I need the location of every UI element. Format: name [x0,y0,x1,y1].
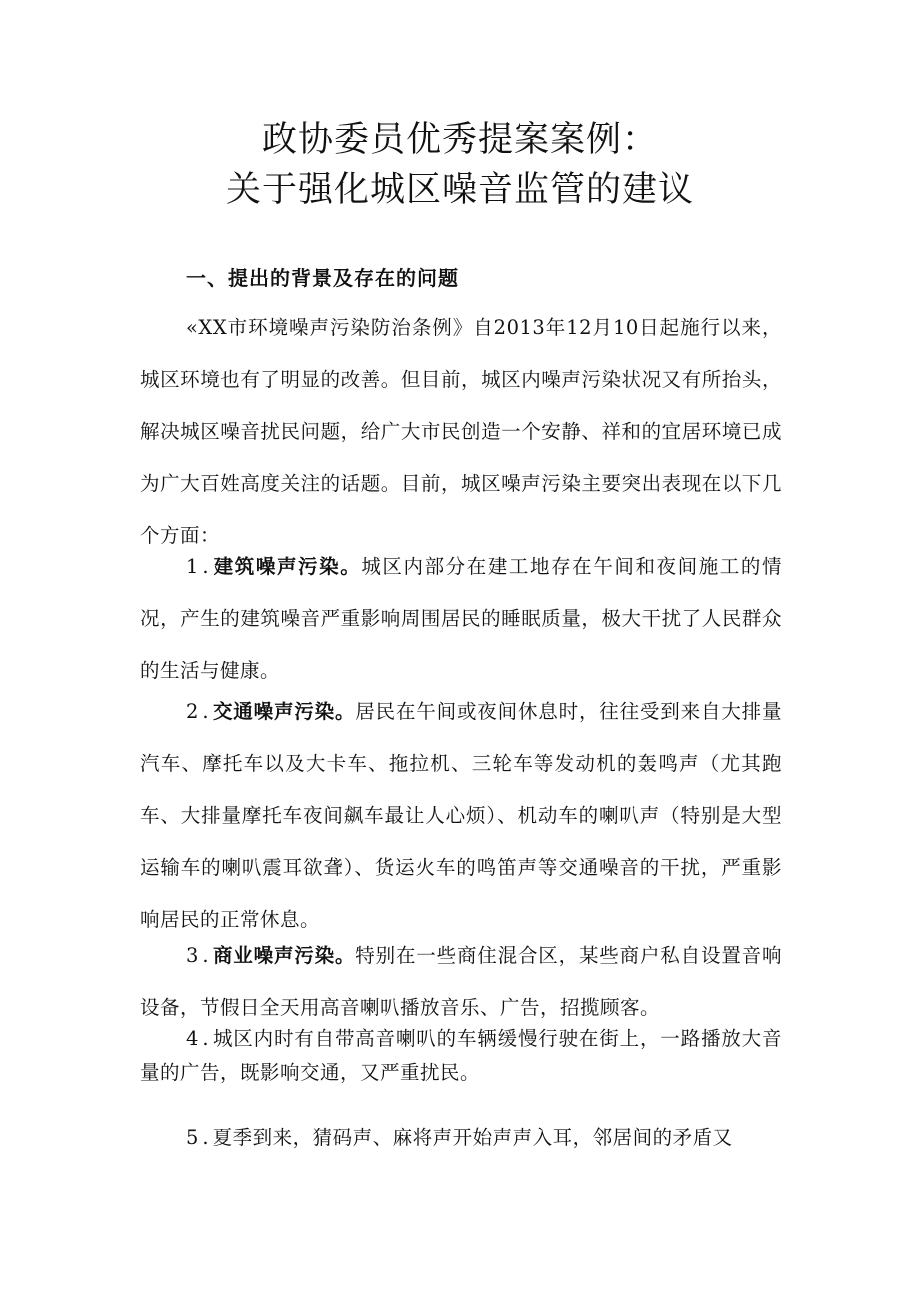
section-heading: 一、提出的背景及存在的问题 [186,266,459,290]
list-item-heading: 建筑噪声污染。 [212,555,362,578]
list-item-heading: 商业噪声污染。 [212,944,356,967]
list-item-text: 特别在一些商住混合区，某些商户私自设置音响设备，节假日全天用高音喇叭播放音乐、广告，招揽顾客。 [140,944,782,1019]
list-item-text: 居民在午间或夜间休息时，往往受到来自大排量汽车、摩托车以及大卡车、拖拉机、三轮车等发动机的轰鸣声（尤其跑车、大排量摩托车夜间飙车最让人心烦）、机动车的喇叭声（特别是大型运输车的喇叭震耳欲聋）、货运火车的鸣笛声等交通噪音的干扰，严重影响居民的正常休息。 [140,700,782,931]
list-item-number: 3. [186,944,213,967]
list-item-number: 5. [186,1126,213,1149]
list-item-text: 城区内时有自带高音喇叭的车辆缓慢行驶在街上，一路播放大音量的广告，既影响交通，又严重扰民。 [140,1027,782,1084]
document-title-line2: 关于强化城区噪音监管的建议 [225,170,694,210]
list-item-number: 4. [186,1027,213,1050]
list-item-text: 城区内部分在建工地存在午间和夜间施工的情况，产生的建筑噪音严重影响周围居民的睡眠质量，极大干扰了人民群众的生活与健康。 [140,555,782,682]
list-item-number: 2. [186,700,213,723]
list-item-5 [140,1112,782,1164]
list-item-number: 1. [186,555,213,578]
list-item-1 [140,541,782,697]
list-item-text: 夏季到来，猜码声、麻将声开始声声入耳，邻居间的矛盾又 [212,1126,733,1149]
document-title-line1: 政协委员优秀提案案例： [261,120,658,160]
list-item-3 [140,930,782,1034]
list-item-2 [140,686,782,946]
intro-paragraph: «XX市环境噪声污染防治条例》自2013年12月10日起施行以来，城区环境也有了明显的改善。但目前，城区内噪声污染状况又有所抬头，解决城区噪音扰民问题，给广大市民创造一个安静、祥和的宜居环境已成为广大百姓高度关注的话题。目前，城区噪声污染主要突出表现在以下几个方面： [140,316,782,547]
list-item-heading: 交通噪声污染。 [212,700,356,723]
list-item-4 [140,1022,782,1090]
